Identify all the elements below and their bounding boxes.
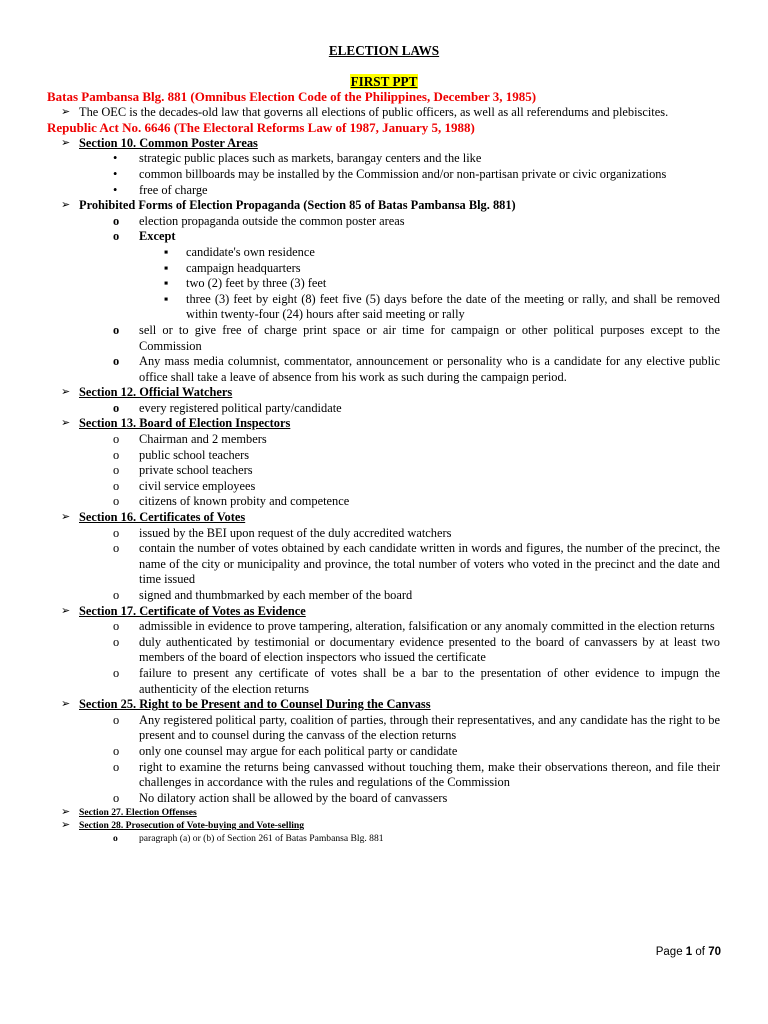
section-heading-text: Section 12. Official Watchers	[79, 385, 233, 400]
sub-bullet-item-text: candidate's own residence	[186, 244, 315, 259]
bullet-item-text: Any registered political party, coalition of parties, through their representatives, and any candidate has the right to be present and to counsel during the canvass of the election returns	[139, 712, 720, 743]
bullet-item	[47, 432, 720, 448]
bullet-item-text: duly authenticated by testimonial or documentary evidence presented to the board of canvassers by at least two members of the board of election inspectors who issued the certificate	[139, 634, 720, 665]
bullet-item	[47, 448, 720, 464]
bullet-item	[47, 463, 720, 479]
bullet-icon: o	[113, 541, 120, 556]
bullet-item	[47, 635, 720, 666]
bullet-item	[47, 526, 720, 542]
bullet-item-text: Any mass media columnist, commentator, announcement or personality who is a candidate for any elective public office shall take a leave of absence from his work as such during the campaign period.	[139, 354, 720, 384]
bullet-icon: o	[113, 665, 120, 680]
bullet-item-text: common billboards may be installed by the Commission and/or non-partisan private or civic organizations	[139, 166, 667, 181]
bullet-item-text: only one counsel may argue for each political party or candidate	[139, 743, 458, 758]
page-number	[656, 946, 721, 958]
bullet-icon: o	[113, 400, 120, 415]
bullet-icon: o	[113, 790, 120, 805]
sub-bullet-item-text: two (2) feet by three (3) feet	[186, 276, 327, 291]
bullet-item-text: No dilatory action shall be allowed by the board of canvassers	[139, 790, 448, 805]
bullet-icon: o	[113, 322, 120, 337]
bullet-item-text: Chairman and 2 members	[139, 432, 267, 447]
law-title: Republic Act No. 6646 (The Electoral Reforms Law of 1987, January 5, 1988)	[47, 120, 475, 136]
sub-bullet-item	[47, 245, 720, 261]
section-heading-text: Section 16. Certificates of Votes	[79, 510, 246, 525]
section-heading	[47, 697, 720, 713]
bullet-item	[47, 354, 720, 385]
bullet-item-text: signed and thumbmarked by each member of the board	[139, 588, 413, 602]
sub-bullet-item	[47, 276, 720, 292]
bullet-item-text: Except	[139, 229, 176, 244]
bullet-icon: o	[113, 759, 120, 774]
section-heading	[47, 819, 720, 832]
section-heading	[47, 385, 720, 401]
arrow-bullet-icon: ➢	[61, 819, 71, 832]
square-bullet-icon: ▪	[164, 276, 169, 291]
bullet-item-text: public school teachers	[139, 447, 250, 462]
sub-bullet-item-text: campaign headquarters	[186, 260, 301, 275]
section-heading-text: Section 10. Common Poster Areas	[79, 135, 258, 150]
bullet-item	[47, 167, 720, 183]
bullet-icon: o	[113, 354, 120, 369]
arrow-bullet-icon: ➢	[61, 417, 71, 430]
bullet-item	[47, 229, 720, 245]
sub-bullet-item-text: three (3) feet by eight (8) feet five (5) days before the date of the meeting or rally, and shall be removed within twenty-four (24) hours after said meeting or rally	[186, 291, 720, 322]
bullet-item-text: paragraph (a) or (b) of Section 261 of Batas Pambansa Blg. 881	[139, 833, 384, 845]
bullet-item	[47, 479, 720, 495]
bullet-item-text: right to examine the returns being canvassed without touching them, make their observations thereon, and file their challenges in accordance with the rules and regulations of the Commission	[139, 759, 720, 790]
bullet-icon: •	[113, 151, 118, 166]
arrow-bullet-icon: ➢	[61, 136, 71, 149]
arrow-bullet-icon: ➢	[61, 386, 71, 399]
section-heading-text: Section 25. Right to be Present and to Counsel During the Canvass	[79, 697, 431, 712]
square-bullet-icon: ▪	[164, 244, 169, 259]
bullet-item-text: free of charge	[139, 182, 208, 197]
bullet-item	[47, 588, 720, 604]
bullet-item	[47, 214, 720, 230]
arrow-bullet-icon: ➢	[61, 511, 71, 524]
section-heading	[47, 806, 720, 819]
bullet-icon: •	[113, 166, 118, 181]
page-total: 70	[708, 946, 721, 958]
bullet-icon: o	[113, 743, 120, 758]
bullet-item-text: every registered political party/candidate	[139, 400, 342, 415]
bullet-item	[47, 183, 720, 199]
bullet-icon: o	[113, 463, 120, 478]
bullet-icon: o	[113, 432, 120, 447]
bullet-item	[47, 151, 720, 167]
bullet-item-text: election propaganda outside the common poster areas	[139, 213, 405, 228]
highlighted-subtitle: FIRST PPT	[350, 74, 418, 89]
bullet-icon: o	[113, 478, 120, 493]
list-item	[47, 105, 720, 121]
bullet-item-text: sell or to give free of charge print space or air time for campaign or other political purposes except to the Commission	[139, 322, 720, 353]
bullet-item-text: contain the number of votes obtained by each candidate written in words and figures, the number of the precinct, the name of the city or municipality and province, the total number of voters who voted in the precinct and the date and time issued	[139, 541, 720, 587]
bullet-icon: o	[113, 213, 120, 228]
section-heading-text: Section 28. Prosecution of Vote-buying and Vote-selling	[79, 820, 305, 832]
section-heading	[47, 416, 720, 432]
bullet-item-text: civil service employees	[139, 478, 256, 493]
bullet-icon: o	[113, 525, 120, 540]
bullet-item-text: strategic public places such as markets, barangay centers and the like	[139, 151, 482, 166]
bullet-item-text: failure to present any certificate of votes shall be a bar to the presentation of other evidence to impugn the authenticity of the election returns	[139, 665, 720, 696]
bullet-icon: •	[113, 182, 118, 197]
law-title: Batas Pambansa Blg. 881 (Omnibus Election Code of the Philippines, December 3, 1985)	[47, 89, 537, 104]
page-label: Page	[655, 946, 683, 958]
bullet-item	[47, 494, 720, 510]
sub-bullet-item	[47, 261, 720, 277]
bullet-item-text: citizens of known probity and competence	[139, 494, 350, 509]
bullet-icon: o	[113, 447, 120, 462]
bullet-item	[47, 666, 720, 697]
document-title: ELECTION LAWS	[328, 43, 440, 58]
sub-bullet-item	[47, 292, 720, 323]
section-heading-text: Section 17. Certificate of Votes as Evidence	[79, 603, 306, 618]
arrow-bullet-icon: ➢	[61, 698, 71, 711]
bullet-icon: o	[113, 619, 120, 634]
bullet-icon: o	[113, 588, 120, 602]
bullet-item	[47, 619, 720, 635]
bullet-icon: o	[113, 494, 120, 509]
bullet-item	[47, 541, 720, 588]
bullet-item	[47, 401, 720, 417]
bullet-item-text: issued by the BEI upon request of the duly accredited watchers	[139, 525, 452, 540]
bullet-item	[47, 713, 720, 744]
arrow-bullet-icon: ➢	[61, 199, 71, 212]
bullet-item	[47, 760, 720, 791]
square-bullet-icon: ▪	[164, 291, 169, 306]
list-item-text: The OEC is the decades-old law that governs all elections of public officers, as well as all referendums and plebiscites.	[79, 104, 669, 119]
bullet-icon: o	[113, 229, 120, 244]
section-heading	[47, 510, 720, 526]
bullet-item-text: admissible in evidence to prove tampering, alteration, falsification or any anomaly committed in the election returns	[139, 619, 715, 634]
bullet-item	[47, 744, 720, 760]
bullet-icon: o	[113, 833, 118, 845]
page-current: 1	[685, 946, 693, 958]
square-bullet-icon: ▪	[164, 260, 169, 275]
bullet-item	[47, 323, 720, 354]
section-heading	[47, 198, 720, 214]
bullet-item-text: private school teachers	[139, 463, 253, 478]
bullet-icon: o	[113, 712, 120, 727]
section-heading-text: Section 27. Election Offenses	[79, 807, 197, 819]
page-of: of	[695, 946, 705, 958]
bullet-item	[47, 832, 720, 845]
section-heading	[47, 136, 720, 152]
bullet-item	[47, 791, 720, 807]
section-heading-text: Section 13. Board of Election Inspectors	[79, 416, 291, 431]
bullet-icon: o	[113, 634, 120, 649]
arrow-bullet-icon: ➢	[61, 806, 71, 819]
arrow-bullet-icon: ➢	[61, 604, 71, 617]
section-heading-text: Prohibited Forms of Election Propaganda (Section 85 of Batas Pambansa Blg. 881)	[79, 198, 516, 213]
arrow-bullet-icon: ➢	[61, 105, 71, 118]
section-heading	[47, 604, 720, 620]
document-body	[47, 89, 720, 845]
